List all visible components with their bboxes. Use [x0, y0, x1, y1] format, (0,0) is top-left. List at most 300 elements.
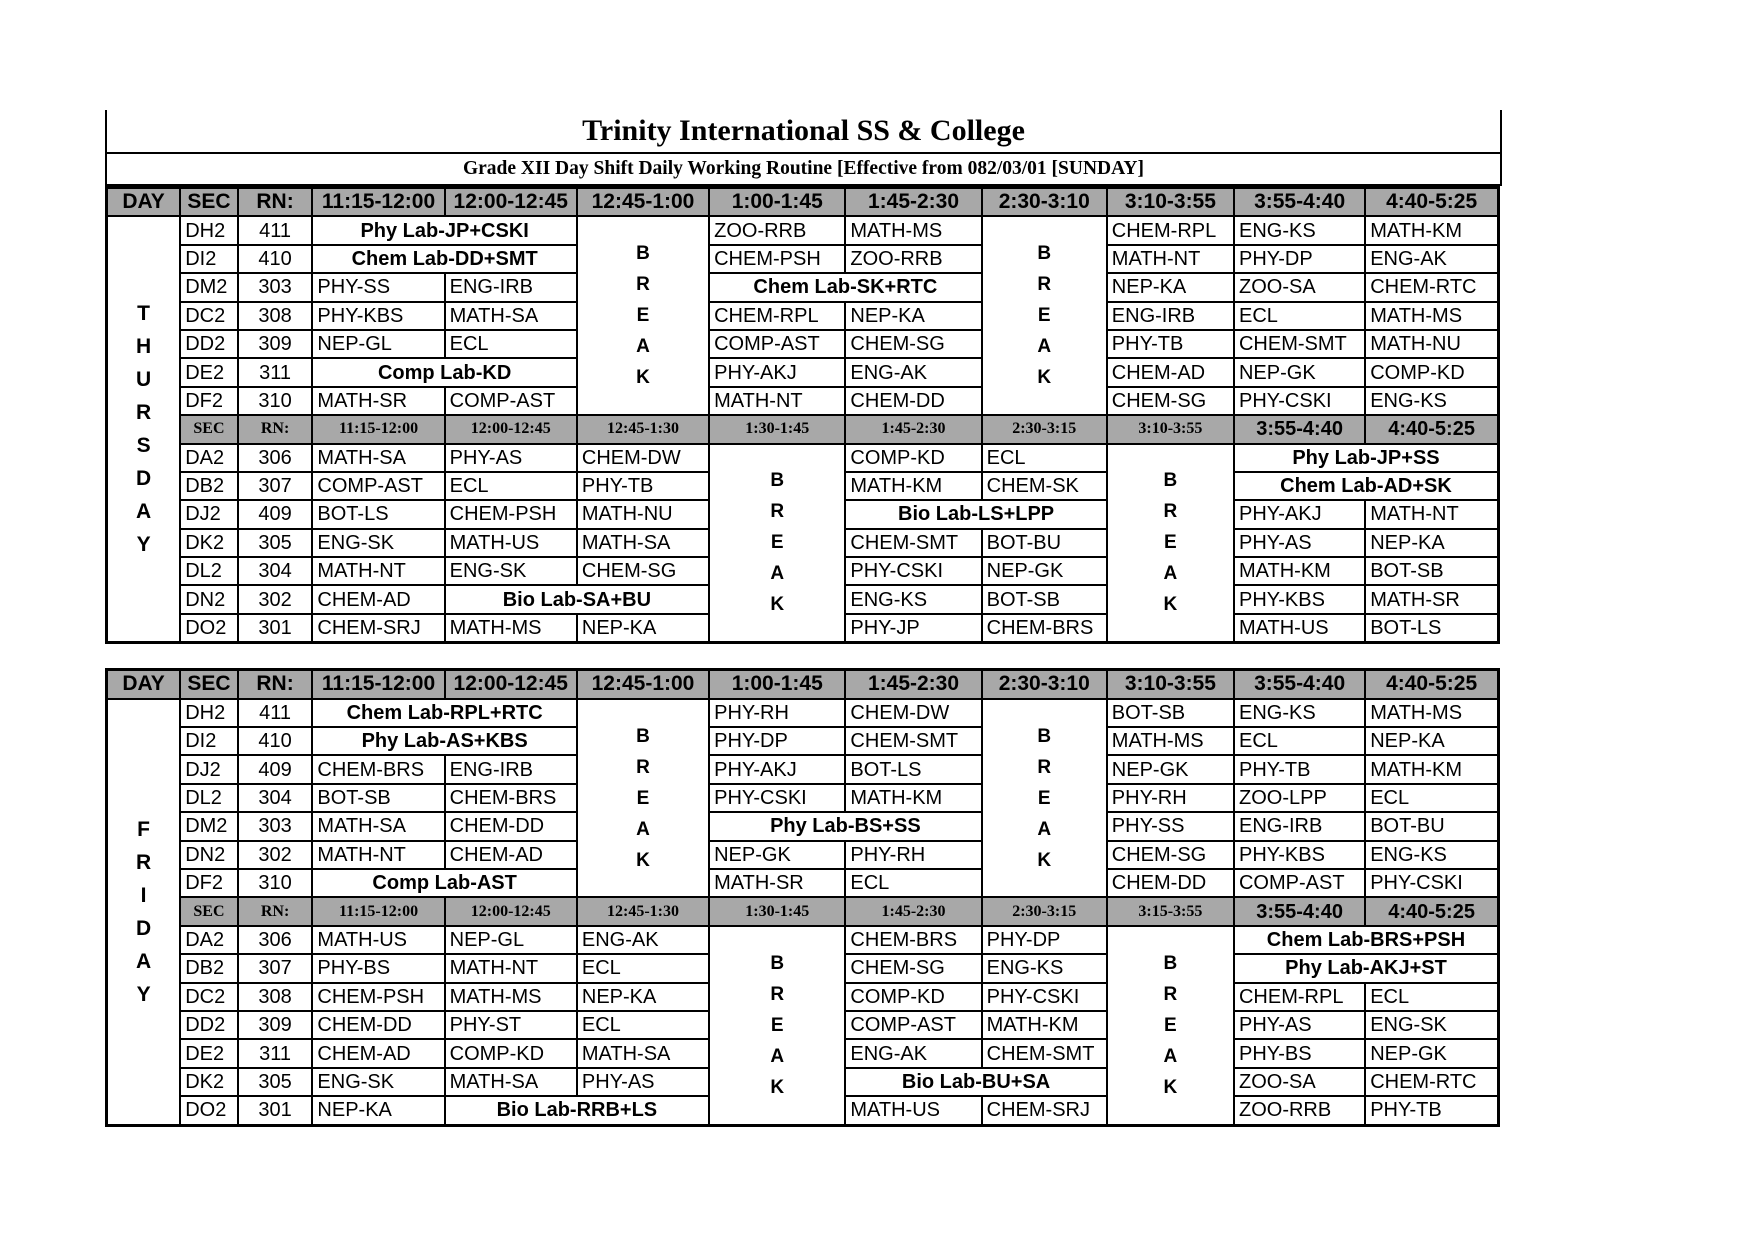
period-cell: PHY-KBS	[312, 302, 444, 330]
section-cell: DA2	[180, 926, 238, 954]
table-row	[107, 330, 1499, 358]
column-header: 3:10-3:55	[1107, 670, 1234, 699]
lab-cell: Phy Lab-AS+KBS	[312, 727, 576, 755]
period-cell: MATH-MS	[445, 614, 577, 643]
period-cell: PHY-AKJ	[1234, 500, 1365, 528]
period-cell: MATH-MS	[1365, 699, 1498, 727]
period-cell: NEP-GL	[312, 330, 444, 358]
room-cell: 302	[238, 841, 313, 869]
column-header: 1:00-1:45	[709, 188, 845, 217]
period-cell: NEP-KA	[577, 614, 709, 643]
section-cell: DL2	[180, 784, 238, 812]
table-row	[107, 387, 1499, 415]
period-cell: ENG-KS	[982, 954, 1107, 982]
room-cell: 310	[238, 869, 313, 897]
lab-cell: Phy Lab-JP+CSKI	[312, 216, 576, 244]
section-cell: DJ2	[180, 500, 238, 528]
section-cell: DI2	[180, 727, 238, 755]
column-header: 12:45-1:30	[577, 415, 709, 443]
period-cell: CHEM-SRJ	[312, 614, 444, 643]
period-cell: MATH-US	[312, 926, 444, 954]
section-cell: DA2	[180, 444, 238, 472]
day-letter: H	[136, 335, 152, 359]
break-cell	[577, 699, 709, 898]
period-cell: NEP-KA	[1107, 273, 1234, 301]
period-cell: PHY-SS	[312, 273, 444, 301]
period-cell: MATH-KM	[1234, 557, 1365, 585]
period-cell: MATH-NT	[1107, 245, 1234, 273]
table-row	[107, 245, 1499, 273]
section-cell: DM2	[180, 812, 238, 840]
room-cell: 411	[238, 216, 313, 244]
period-cell: PHY-CSKI	[845, 557, 981, 585]
period-cell: ZOO-RRB	[1234, 1096, 1365, 1125]
break-cell	[709, 926, 845, 1125]
break-letter: B	[1163, 952, 1178, 974]
section-cell: DI2	[180, 245, 238, 273]
period-cell: PHY-AS	[445, 444, 577, 472]
period-cell: PHY-ST	[445, 1011, 577, 1039]
break-letter: E	[770, 532, 784, 554]
section-cell: DN2	[180, 841, 238, 869]
room-cell: 304	[238, 784, 313, 812]
period-cell: MATH-NU	[1365, 330, 1498, 358]
period-cell: MATH-NT	[445, 954, 577, 982]
column-header: RN:	[238, 415, 313, 443]
period-cell: PHY-DP	[982, 926, 1107, 954]
room-cell: 303	[238, 273, 313, 301]
column-header: 4:40-5:25	[1365, 897, 1498, 925]
period-cell: MATH-NT	[312, 557, 444, 585]
room-cell: 309	[238, 330, 313, 358]
section-cell: DK2	[180, 1068, 238, 1096]
section-cell: DH2	[180, 699, 238, 727]
period-cell: BOT-LS	[1365, 614, 1498, 643]
break-letter: E	[1164, 1014, 1177, 1036]
period-cell: CHEM-SG	[1107, 387, 1234, 415]
column-header: SEC	[180, 415, 238, 443]
section-cell: DB2	[180, 472, 238, 500]
period-cell: PHY-RH	[1107, 784, 1234, 812]
break-letter: E	[636, 305, 650, 327]
period-cell: PHY-AKJ	[709, 358, 845, 386]
column-header: 12:00-12:45	[445, 670, 577, 699]
day-header: DAY	[107, 188, 181, 217]
section-cell: DE2	[180, 1039, 238, 1067]
column-header: 4:40-5:25	[1365, 188, 1498, 217]
period-cell: PHY-BS	[1234, 1039, 1365, 1067]
period-cell: MATH-KM	[1365, 755, 1498, 783]
room-cell: 411	[238, 699, 313, 727]
day-letter: Y	[136, 533, 151, 557]
period-cell: BOT-SB	[1365, 557, 1498, 585]
column-header: RN:	[238, 670, 313, 699]
period-cell: PHY-RH	[709, 699, 845, 727]
room-cell: 409	[238, 755, 313, 783]
period-cell: COMP-AST	[1234, 869, 1365, 897]
break-letter: R	[636, 274, 650, 296]
period-cell: PHY-BS	[312, 954, 444, 982]
period-cell: CHEM-RPL	[1234, 983, 1365, 1011]
lab-cell: Bio Lab-LS+LPP	[845, 500, 1106, 528]
period-cell: PHY-AS	[1234, 1011, 1365, 1039]
column-header: 3:55-4:40	[1234, 670, 1365, 699]
break-cell	[1107, 444, 1234, 643]
room-cell: 410	[238, 245, 313, 273]
room-cell: 306	[238, 444, 313, 472]
period-cell: NEP-GK	[709, 841, 845, 869]
lab-cell: Chem Lab-AD+SK	[1234, 472, 1499, 500]
period-cell: MATH-KM	[845, 784, 981, 812]
period-cell: ZOO-SA	[1234, 273, 1365, 301]
column-header: 2:30-3:10	[982, 670, 1107, 699]
day-letter: Y	[136, 982, 151, 1006]
break-letter: K	[1163, 594, 1178, 616]
section-cell: DC2	[180, 983, 238, 1011]
break-letter: R	[1163, 983, 1178, 1005]
day-letter: I	[140, 883, 147, 907]
period-cell: ENG-SK	[445, 557, 577, 585]
section-cell: DD2	[180, 1011, 238, 1039]
column-header: 2:30-3:10	[982, 188, 1107, 217]
column-header: 12:45-1:00	[577, 670, 709, 699]
period-cell: BOT-SB	[1107, 699, 1234, 727]
table-row	[107, 302, 1499, 330]
break-letter: B	[1163, 470, 1178, 492]
period-cell: ENG-AK	[845, 1039, 981, 1067]
period-cell: MATH-SA	[577, 529, 709, 557]
period-cell: MATH-KM	[1365, 216, 1498, 244]
column-header: 4:40-5:25	[1365, 670, 1498, 699]
break-letter: B	[770, 470, 785, 492]
column-header: RN:	[238, 897, 313, 925]
section-cell: DH2	[180, 216, 238, 244]
period-cell: PHY-TB	[1365, 1096, 1498, 1125]
period-cell: MATH-US	[845, 1096, 981, 1125]
period-cell: COMP-AST	[709, 330, 845, 358]
period-cell: MATH-NT	[709, 387, 845, 415]
day-letter: S	[136, 434, 151, 458]
table-row	[107, 812, 1499, 840]
period-cell: MATH-MS	[845, 216, 981, 244]
column-header: 11:15-12:00	[312, 188, 444, 217]
period-cell: CHEM-SRJ	[982, 1096, 1107, 1125]
period-cell: NEP-GL	[445, 926, 577, 954]
period-cell: BOT-LS	[312, 500, 444, 528]
break-letter: K	[770, 594, 785, 616]
lab-cell: Comp Lab-AST	[312, 869, 576, 897]
room-cell: 410	[238, 727, 313, 755]
period-cell: MATH-US	[1234, 614, 1365, 643]
period-cell: NEP-GK	[1365, 1039, 1498, 1067]
column-header: SEC	[180, 897, 238, 925]
period-cell: PHY-JP	[845, 614, 981, 643]
day-label	[107, 699, 181, 1125]
break-letter: A	[1163, 563, 1178, 585]
break-letter: K	[770, 1076, 785, 1098]
column-header: 3:55-4:40	[1234, 188, 1365, 217]
period-cell: CHEM-DW	[577, 444, 709, 472]
period-cell: ENG-SK	[312, 529, 444, 557]
period-cell: MATH-SA	[577, 1039, 709, 1067]
day-letter: U	[136, 368, 152, 392]
room-cell: 302	[238, 585, 313, 613]
break-cell	[1107, 926, 1234, 1125]
section-cell: DE2	[180, 358, 238, 386]
lab-cell: Bio Lab-RRB+LS	[445, 1096, 709, 1125]
column-header: 3:55-4:40	[1234, 897, 1365, 925]
period-cell: CHEM-RTC	[1365, 1068, 1498, 1096]
period-cell: CHEM-RPL	[1107, 216, 1234, 244]
period-cell: NEP-KA	[312, 1096, 444, 1125]
table-row	[107, 926, 1499, 954]
period-cell: CHEM-PSH	[709, 245, 845, 273]
period-cell: MATH-SR	[709, 869, 845, 897]
page-title: Trinity International SS & College	[106, 110, 1501, 153]
column-header: 11:15-12:00	[312, 670, 444, 699]
section-cell: DK2	[180, 529, 238, 557]
day-letter: R	[136, 401, 152, 425]
table-row	[107, 869, 1499, 897]
column-header: 1:00-1:45	[709, 670, 845, 699]
period-cell: PHY-RH	[845, 841, 981, 869]
room-cell: 303	[238, 812, 313, 840]
lab-cell: Bio Lab-BU+SA	[845, 1068, 1106, 1096]
section-cell: DO2	[180, 614, 238, 643]
period-cell: ENG-KS	[1234, 216, 1365, 244]
room-cell: 306	[238, 926, 313, 954]
day-letter: F	[137, 817, 150, 841]
period-cell: NEP-KA	[577, 983, 709, 1011]
period-cell: MATH-SA	[312, 444, 444, 472]
period-cell: CHEM-DW	[845, 699, 981, 727]
day-label	[107, 216, 181, 642]
table-row	[107, 216, 1499, 244]
section-cell: DF2	[180, 869, 238, 897]
period-cell: MATH-SR	[1365, 585, 1498, 613]
room-cell: 301	[238, 1096, 313, 1125]
period-cell: PHY-AKJ	[709, 755, 845, 783]
period-cell: ECL	[1234, 727, 1365, 755]
period-cell: PHY-KBS	[1234, 585, 1365, 613]
period-cell: ENG-KS	[1234, 699, 1365, 727]
column-header: 4:40-5:25	[1365, 415, 1498, 443]
period-cell: PHY-AS	[577, 1068, 709, 1096]
table-row	[107, 358, 1499, 386]
table-row	[107, 699, 1499, 727]
period-cell: BOT-SB	[982, 585, 1107, 613]
period-cell: ZOO-RRB	[845, 245, 981, 273]
break-letter: R	[770, 501, 785, 523]
break-letter: A	[1037, 818, 1052, 840]
break-letter: R	[770, 983, 785, 1005]
period-cell: NEP-GK	[1107, 755, 1234, 783]
column-header: 12:45-1:00	[577, 188, 709, 217]
break-cell	[982, 699, 1107, 898]
period-cell: ECL	[577, 1011, 709, 1039]
break-cell	[709, 444, 845, 643]
period-cell: MATH-KM	[982, 1011, 1107, 1039]
period-cell: ECL	[445, 472, 577, 500]
column-header: 2:30-3:15	[982, 415, 1107, 443]
period-cell: ENG-IRB	[445, 273, 577, 301]
period-cell: COMP-KD	[845, 983, 981, 1011]
column-header: 3:55-4:40	[1234, 415, 1365, 443]
period-cell: ECL	[577, 954, 709, 982]
period-cell: ZOO-SA	[1234, 1068, 1365, 1096]
lab-cell: Chem Lab-SK+RTC	[709, 273, 982, 301]
column-header: 3:10-3:55	[1107, 188, 1234, 217]
period-cell: CHEM-AD	[312, 585, 444, 613]
table-row	[107, 841, 1499, 869]
period-cell: CHEM-SG	[1107, 841, 1234, 869]
break-letter: R	[1163, 501, 1178, 523]
period-cell: PHY-TB	[1234, 755, 1365, 783]
column-header: RN:	[238, 188, 313, 217]
lab-cell: Chem Lab-DD+SMT	[312, 245, 576, 273]
break-letter: R	[636, 756, 650, 778]
period-cell: MATH-KM	[845, 472, 981, 500]
period-cell: PHY-AS	[1234, 529, 1365, 557]
title-block	[105, 110, 1502, 186]
period-cell: MATH-MS	[1365, 302, 1498, 330]
period-cell: PHY-DP	[1234, 245, 1365, 273]
break-cell	[982, 216, 1107, 415]
section-cell: DB2	[180, 954, 238, 982]
period-cell: CHEM-RTC	[1365, 273, 1498, 301]
period-cell: COMP-KD	[845, 444, 981, 472]
period-cell: ENG-SK	[1365, 1011, 1498, 1039]
thursday-routine-table	[105, 186, 1500, 644]
period-cell: ENG-AK	[845, 358, 981, 386]
break-letter: A	[636, 336, 650, 358]
period-cell: CHEM-BRS	[312, 755, 444, 783]
period-cell: NEP-GK	[1234, 358, 1365, 386]
column-header: SEC	[180, 670, 238, 699]
room-cell: 305	[238, 1068, 313, 1096]
period-cell: PHY-SS	[1107, 812, 1234, 840]
period-cell: ECL	[982, 444, 1107, 472]
section-cell: DC2	[180, 302, 238, 330]
period-cell: ENG-IRB	[1234, 812, 1365, 840]
column-header: 2:30-3:15	[982, 897, 1107, 925]
table-row	[107, 784, 1499, 812]
lab-cell: Phy Lab-JP+SS	[1234, 444, 1499, 472]
section-cell: DF2	[180, 387, 238, 415]
break-letter: B	[770, 952, 785, 974]
period-cell: PHY-TB	[1107, 330, 1234, 358]
break-letter: E	[1037, 305, 1051, 327]
break-letter: E	[1037, 787, 1051, 809]
break-letter: K	[636, 849, 650, 871]
room-cell: 409	[238, 500, 313, 528]
break-letter: E	[1164, 532, 1177, 554]
column-header: 1:45-2:30	[845, 897, 981, 925]
period-cell: ECL	[1365, 784, 1498, 812]
day-letter: D	[136, 467, 152, 491]
period-cell: ECL	[445, 330, 577, 358]
room-cell: 304	[238, 557, 313, 585]
column-header: 12:00-12:45	[445, 897, 577, 925]
page-subtitle: Grade XII Day Shift Daily Working Routine [Effective from 082/03/01 [SUNDAY]	[106, 153, 1501, 185]
period-cell: MATH-SA	[445, 302, 577, 330]
section-cell: DN2	[180, 585, 238, 613]
table-row	[107, 727, 1499, 755]
period-cell: ENG-SK	[312, 1068, 444, 1096]
period-cell: CHEM-SMT	[982, 1039, 1107, 1067]
break-letter: K	[1037, 849, 1052, 871]
column-header: 1:30-1:45	[709, 415, 845, 443]
period-cell: CHEM-BRS	[982, 614, 1107, 643]
period-cell: ZOO-LPP	[1234, 784, 1365, 812]
period-cell: CHEM-BRS	[845, 926, 981, 954]
break-letter: R	[1037, 756, 1052, 778]
period-cell: NEP-KA	[1365, 727, 1498, 755]
table-row	[107, 444, 1499, 472]
column-header: 1:45-2:30	[845, 188, 981, 217]
period-cell: NEP-KA	[845, 302, 981, 330]
period-cell: ENG-AK	[577, 926, 709, 954]
break-letter: B	[636, 725, 650, 747]
column-header: 11:15-12:00	[312, 415, 444, 443]
period-cell: CHEM-AD	[312, 1039, 444, 1067]
column-header: 11:15-12:00	[312, 897, 444, 925]
break-letter: R	[1037, 274, 1052, 296]
period-cell: PHY-CSKI	[1234, 387, 1365, 415]
routine-page	[105, 110, 1500, 1127]
column-header: 12:45-1:30	[577, 897, 709, 925]
period-cell: ECL	[1365, 983, 1498, 1011]
period-cell: CHEM-BRS	[445, 784, 577, 812]
day-header: DAY	[107, 670, 181, 699]
period-cell: PHY-TB	[577, 472, 709, 500]
period-cell: ENG-KS	[1365, 841, 1498, 869]
period-cell: CHEM-PSH	[445, 500, 577, 528]
room-cell: 309	[238, 1011, 313, 1039]
lab-cell: Chem Lab-RPL+RTC	[312, 699, 576, 727]
section-cell: DL2	[180, 557, 238, 585]
room-cell: 311	[238, 358, 313, 386]
period-cell: COMP-AST	[445, 387, 577, 415]
break-letter: B	[1037, 243, 1052, 265]
period-cell: ENG-KS	[1365, 387, 1498, 415]
period-cell: COMP-KD	[445, 1039, 577, 1067]
period-cell: CHEM-AD	[1107, 358, 1234, 386]
section-cell: DO2	[180, 1096, 238, 1125]
period-cell: BOT-BU	[1365, 812, 1498, 840]
period-cell: ENG-AK	[1365, 245, 1498, 273]
break-letter: K	[1037, 367, 1052, 389]
column-header: SEC	[180, 188, 238, 217]
room-cell: 307	[238, 954, 313, 982]
period-cell: CHEM-DD	[1107, 869, 1234, 897]
period-cell: ECL	[845, 869, 981, 897]
period-cell: ENG-IRB	[445, 755, 577, 783]
column-header: 1:30-1:45	[709, 897, 845, 925]
period-cell: COMP-KD	[1365, 358, 1498, 386]
period-cell: ENG-KS	[845, 585, 981, 613]
break-letter: A	[1163, 1045, 1178, 1067]
period-cell: COMP-AST	[845, 1011, 981, 1039]
period-cell: MATH-NU	[577, 500, 709, 528]
period-cell: NEP-KA	[1365, 529, 1498, 557]
room-cell: 301	[238, 614, 313, 643]
period-cell: COMP-AST	[312, 472, 444, 500]
period-cell: CHEM-SG	[577, 557, 709, 585]
table-row	[107, 755, 1499, 783]
period-cell: PHY-KBS	[1234, 841, 1365, 869]
period-cell: BOT-LS	[845, 755, 981, 783]
